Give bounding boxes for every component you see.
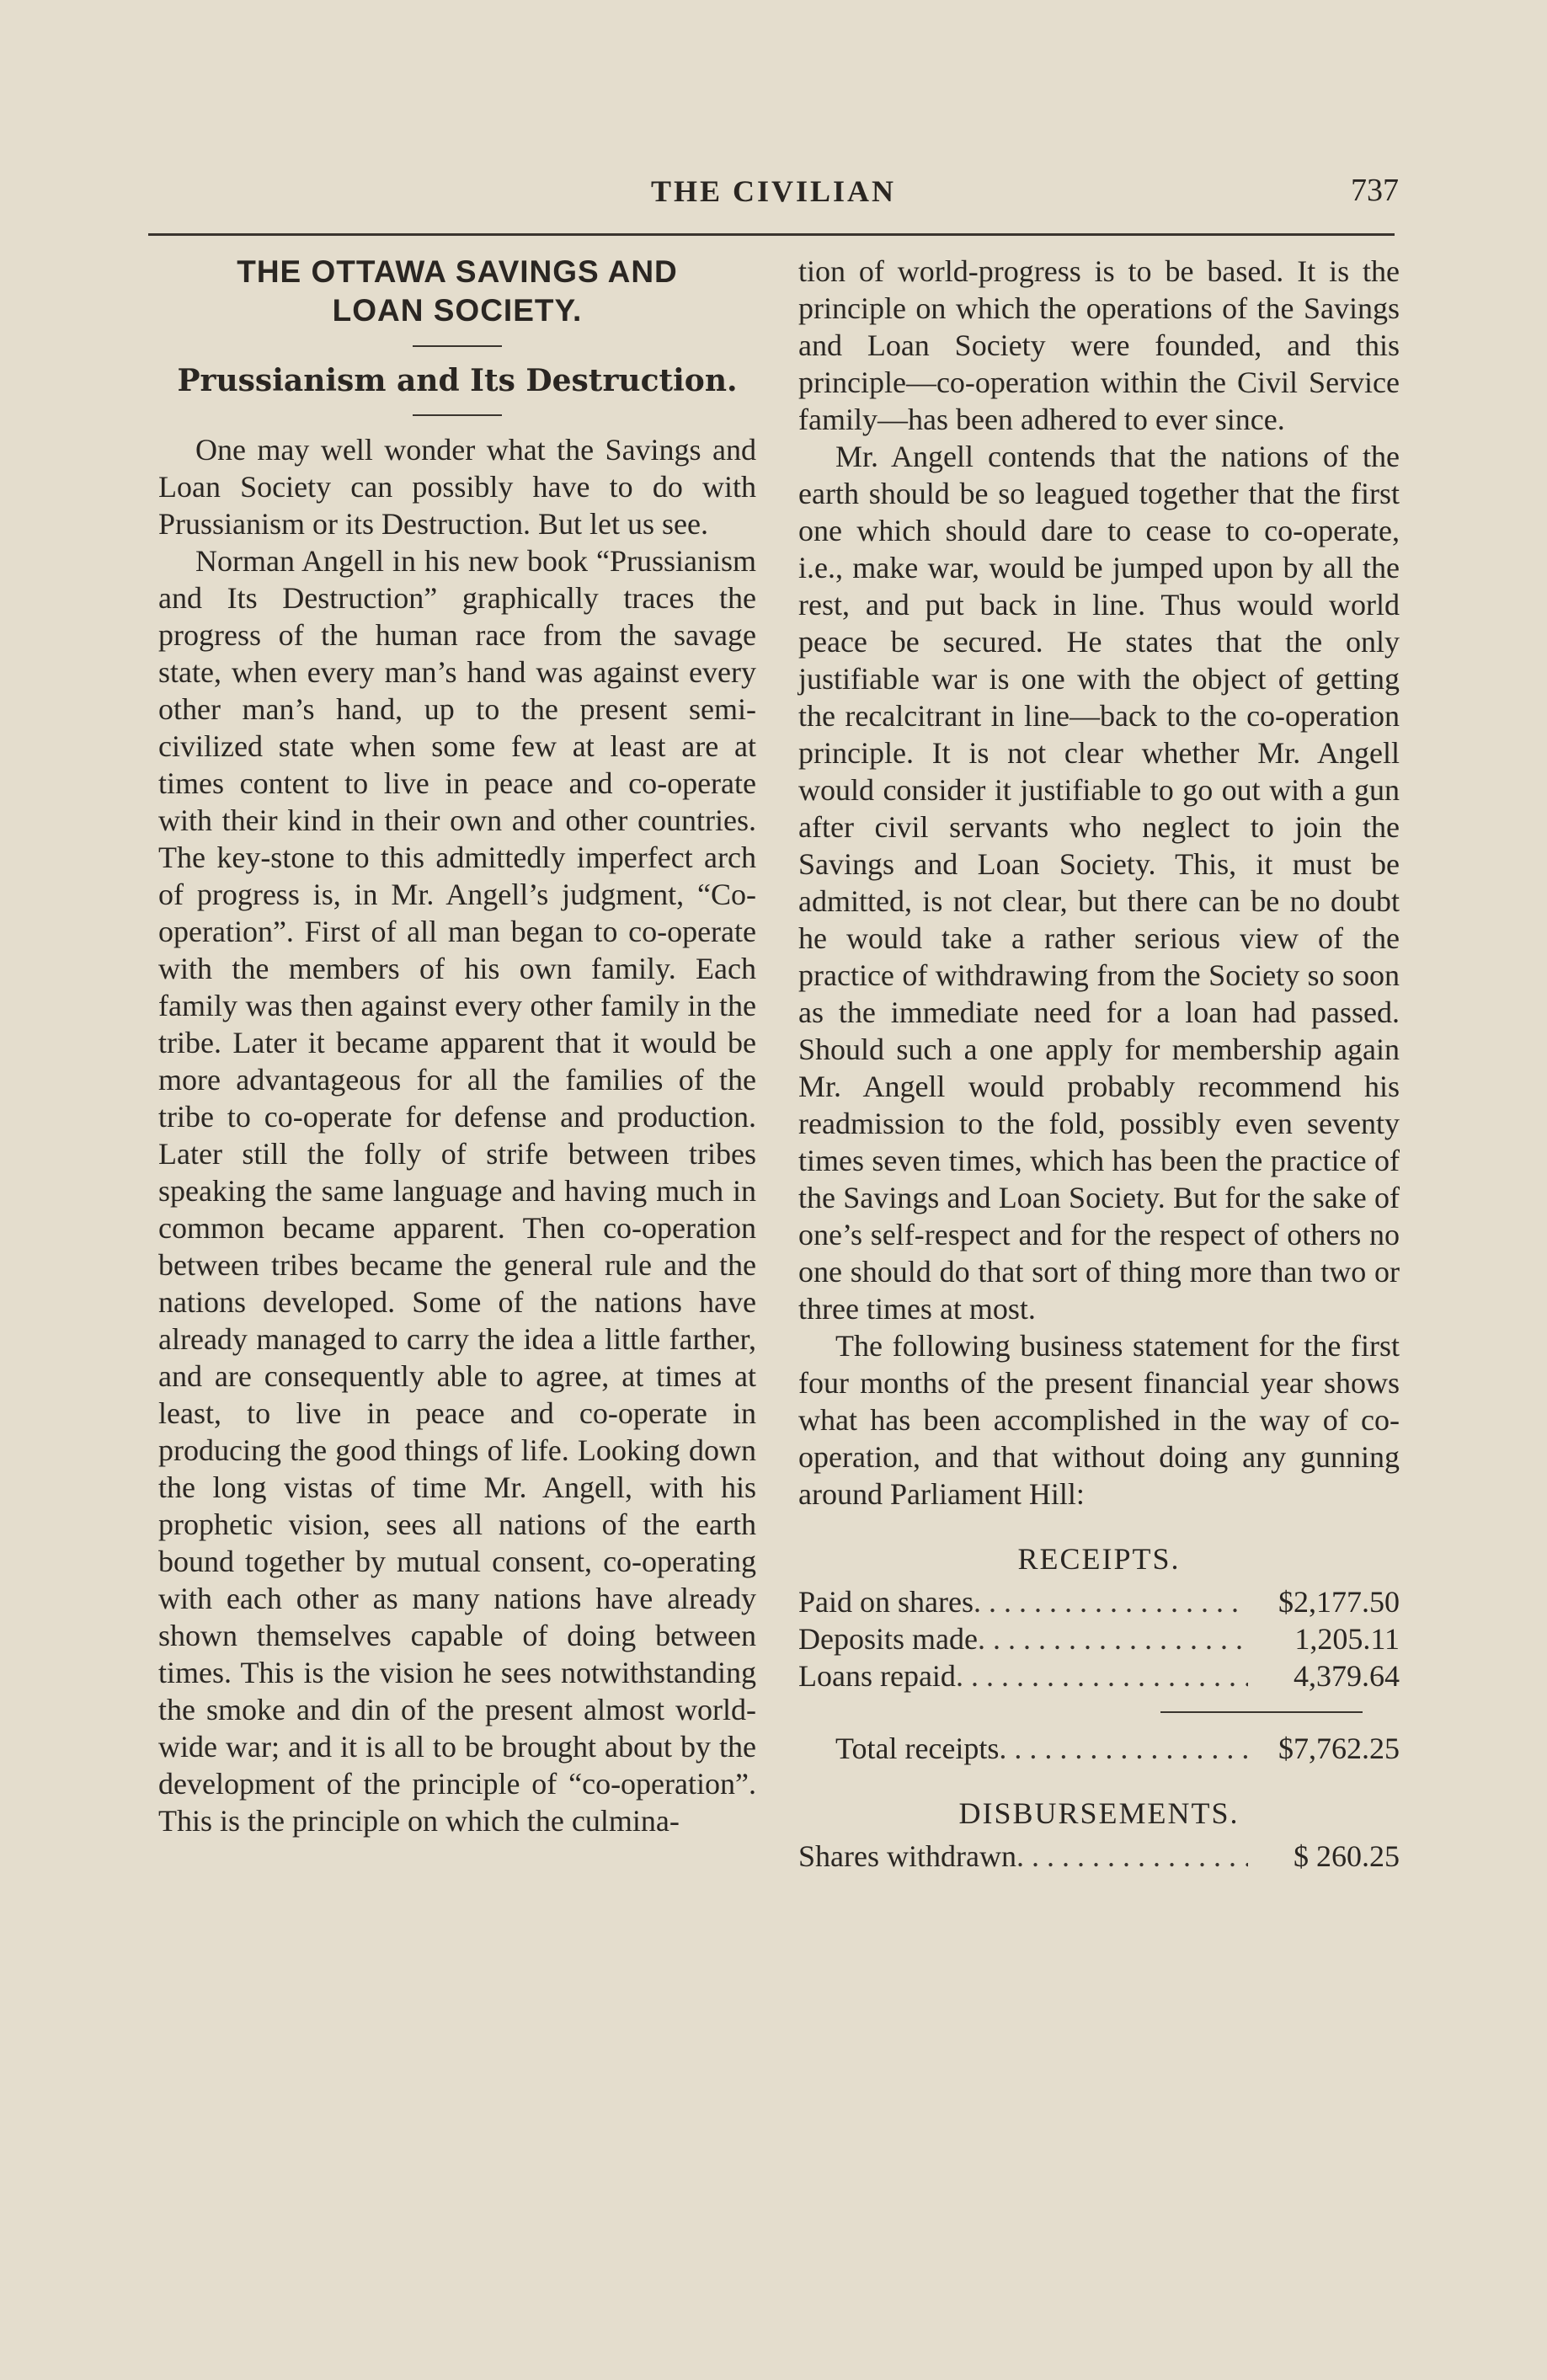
ledger-amount: $2,177.50: [1278, 1585, 1400, 1619]
ledger-label: Shares withdrawn: [798, 1839, 1016, 1873]
receipts-heading: RECEIPTS.: [1017, 1542, 1181, 1576]
article-subtitle: Prussianism and Its Destruction.: [177, 363, 738, 398]
ledger-row: [798, 1620, 1400, 1657]
paragraph: One may well wonder what the Savings and Loan Society can possibly have to do with Prussianism or its Destruction. But let us see.: [158, 433, 756, 541]
ledger-label: Paid on shares: [798, 1585, 974, 1619]
title-divider: [413, 345, 502, 347]
ledger-amount: 4,379.64: [1294, 1659, 1400, 1693]
running-header-title: THE CIVILIAN: [650, 174, 897, 208]
leader-dots: [999, 1730, 1248, 1767]
ledger-label: Loans repaid: [798, 1659, 956, 1693]
paragraph: The following business statement for the first four months of the present financial year shows what has been accomplished in the way of co-operation, and that without doing any gunning around Parliament Hill:: [798, 1329, 1400, 1511]
total-label: Total receipts: [835, 1732, 1000, 1765]
subtitle-divider: [413, 414, 502, 416]
ledger-label: Deposits made: [798, 1622, 978, 1656]
ledger-amount: 1,205.11: [1294, 1622, 1400, 1656]
ledger-amount: $ 260.25: [1294, 1839, 1400, 1873]
total-amount: $7,762.25: [1278, 1732, 1400, 1765]
ledger-row: [798, 1657, 1400, 1694]
total-receipts-row: [798, 1730, 1400, 1767]
ledger-row: [798, 1838, 1400, 1875]
article-title-line-2: LOAN SOCIETY.: [332, 293, 583, 328]
left-column: [158, 253, 756, 1839]
leader-dots: [1016, 1838, 1248, 1875]
paragraph: tion of world-progress is to be based. It is the principle on which the operations of the Savings and Loan Society were founded, and this principle—co-operation within the Civil Service family—has been adhered to ever since.: [798, 254, 1400, 436]
article-title-line-1: THE OTTAWA SAVINGS AND: [237, 254, 678, 289]
leader-dots: [978, 1620, 1248, 1657]
article-title: [158, 253, 756, 330]
header-rule: [148, 233, 1395, 236]
right-column: [798, 253, 1400, 1875]
paragraph: Mr. Angell contends that the nations of the earth should be so leagued together that the first one which should dare to cease to co-operate, i.e., make war, would be jumped upon by all the rest, and put back in line. Thus would world peace be secured. He states that the only justifiable war is one with the object of getting the recalcitrant in line—back to the co-operation principle. It is not clear whether Mr. Angell would consider it justifiable to go out with a gun after civil servants who neglect to join the Savings and Loan Society. This, it must be admitted, is not clear, but there can be no doubt he would take a rather serious view of the practice of withdrawing from the Society so soon as the immediate need for a loan had passed. Should such a one apply for membership again Mr. Angell would probably recommend his readmission to the fold, possibly even seventy times seven times, which has been the practice of the Savings and Loan Society. But for the sake of one’s self-respect and for the respect of others no one should do that sort of thing more than two or three times at most.: [798, 440, 1400, 1326]
leader-dots: [974, 1583, 1248, 1620]
paragraph: Norman Angell in his new book “Prussianism and Its Destruction” graphically traces the progress of the human race from the savage state, when every man’s hand was against every other man’s hand, up to the present semi-civilized state when some few at least are at times content to live in peace and co-operate with their kind in their own and other countries. The key-stone to this admittedly imperfect arch of progress is, in Mr. Angell’s judgment, “Co-operation”. First of all man began to co-operate with the members of his own family. Each family was then against every other family in the tribe. Later it became apparent that it would be more advantageous for all the families of the tribe to co-operate for defense and production. Later still the folly of strife between tribes speaking the same language and having much in common became apparent. Then co-operation between tribes became the general rule and the nations developed. Some of the nations have already managed to carry the idea a little farther, and are consequently able to agree, at times at least, to live in peace and co-operate in producing the good things of life. Looking down the long vistas of time Mr. Angell, with his prophetic vision, sees all nations of the earth bound together by mutual consent, co-operating with each other as many nations have already shown themselves capable of doing between times. This is the vision he sees notwithstanding the smoke and din of the present almost world-wide war; and it is all to be brought about by the development of the principle of “co-operation”. This is the principle on which the culmina-: [158, 544, 756, 1838]
total-rule: [1160, 1711, 1363, 1713]
ledger-row: [798, 1583, 1400, 1620]
page-number: 737: [1351, 173, 1399, 208]
leader-dots: [956, 1657, 1248, 1694]
disbursements-heading: DISBURSEMENTS.: [958, 1796, 1240, 1830]
